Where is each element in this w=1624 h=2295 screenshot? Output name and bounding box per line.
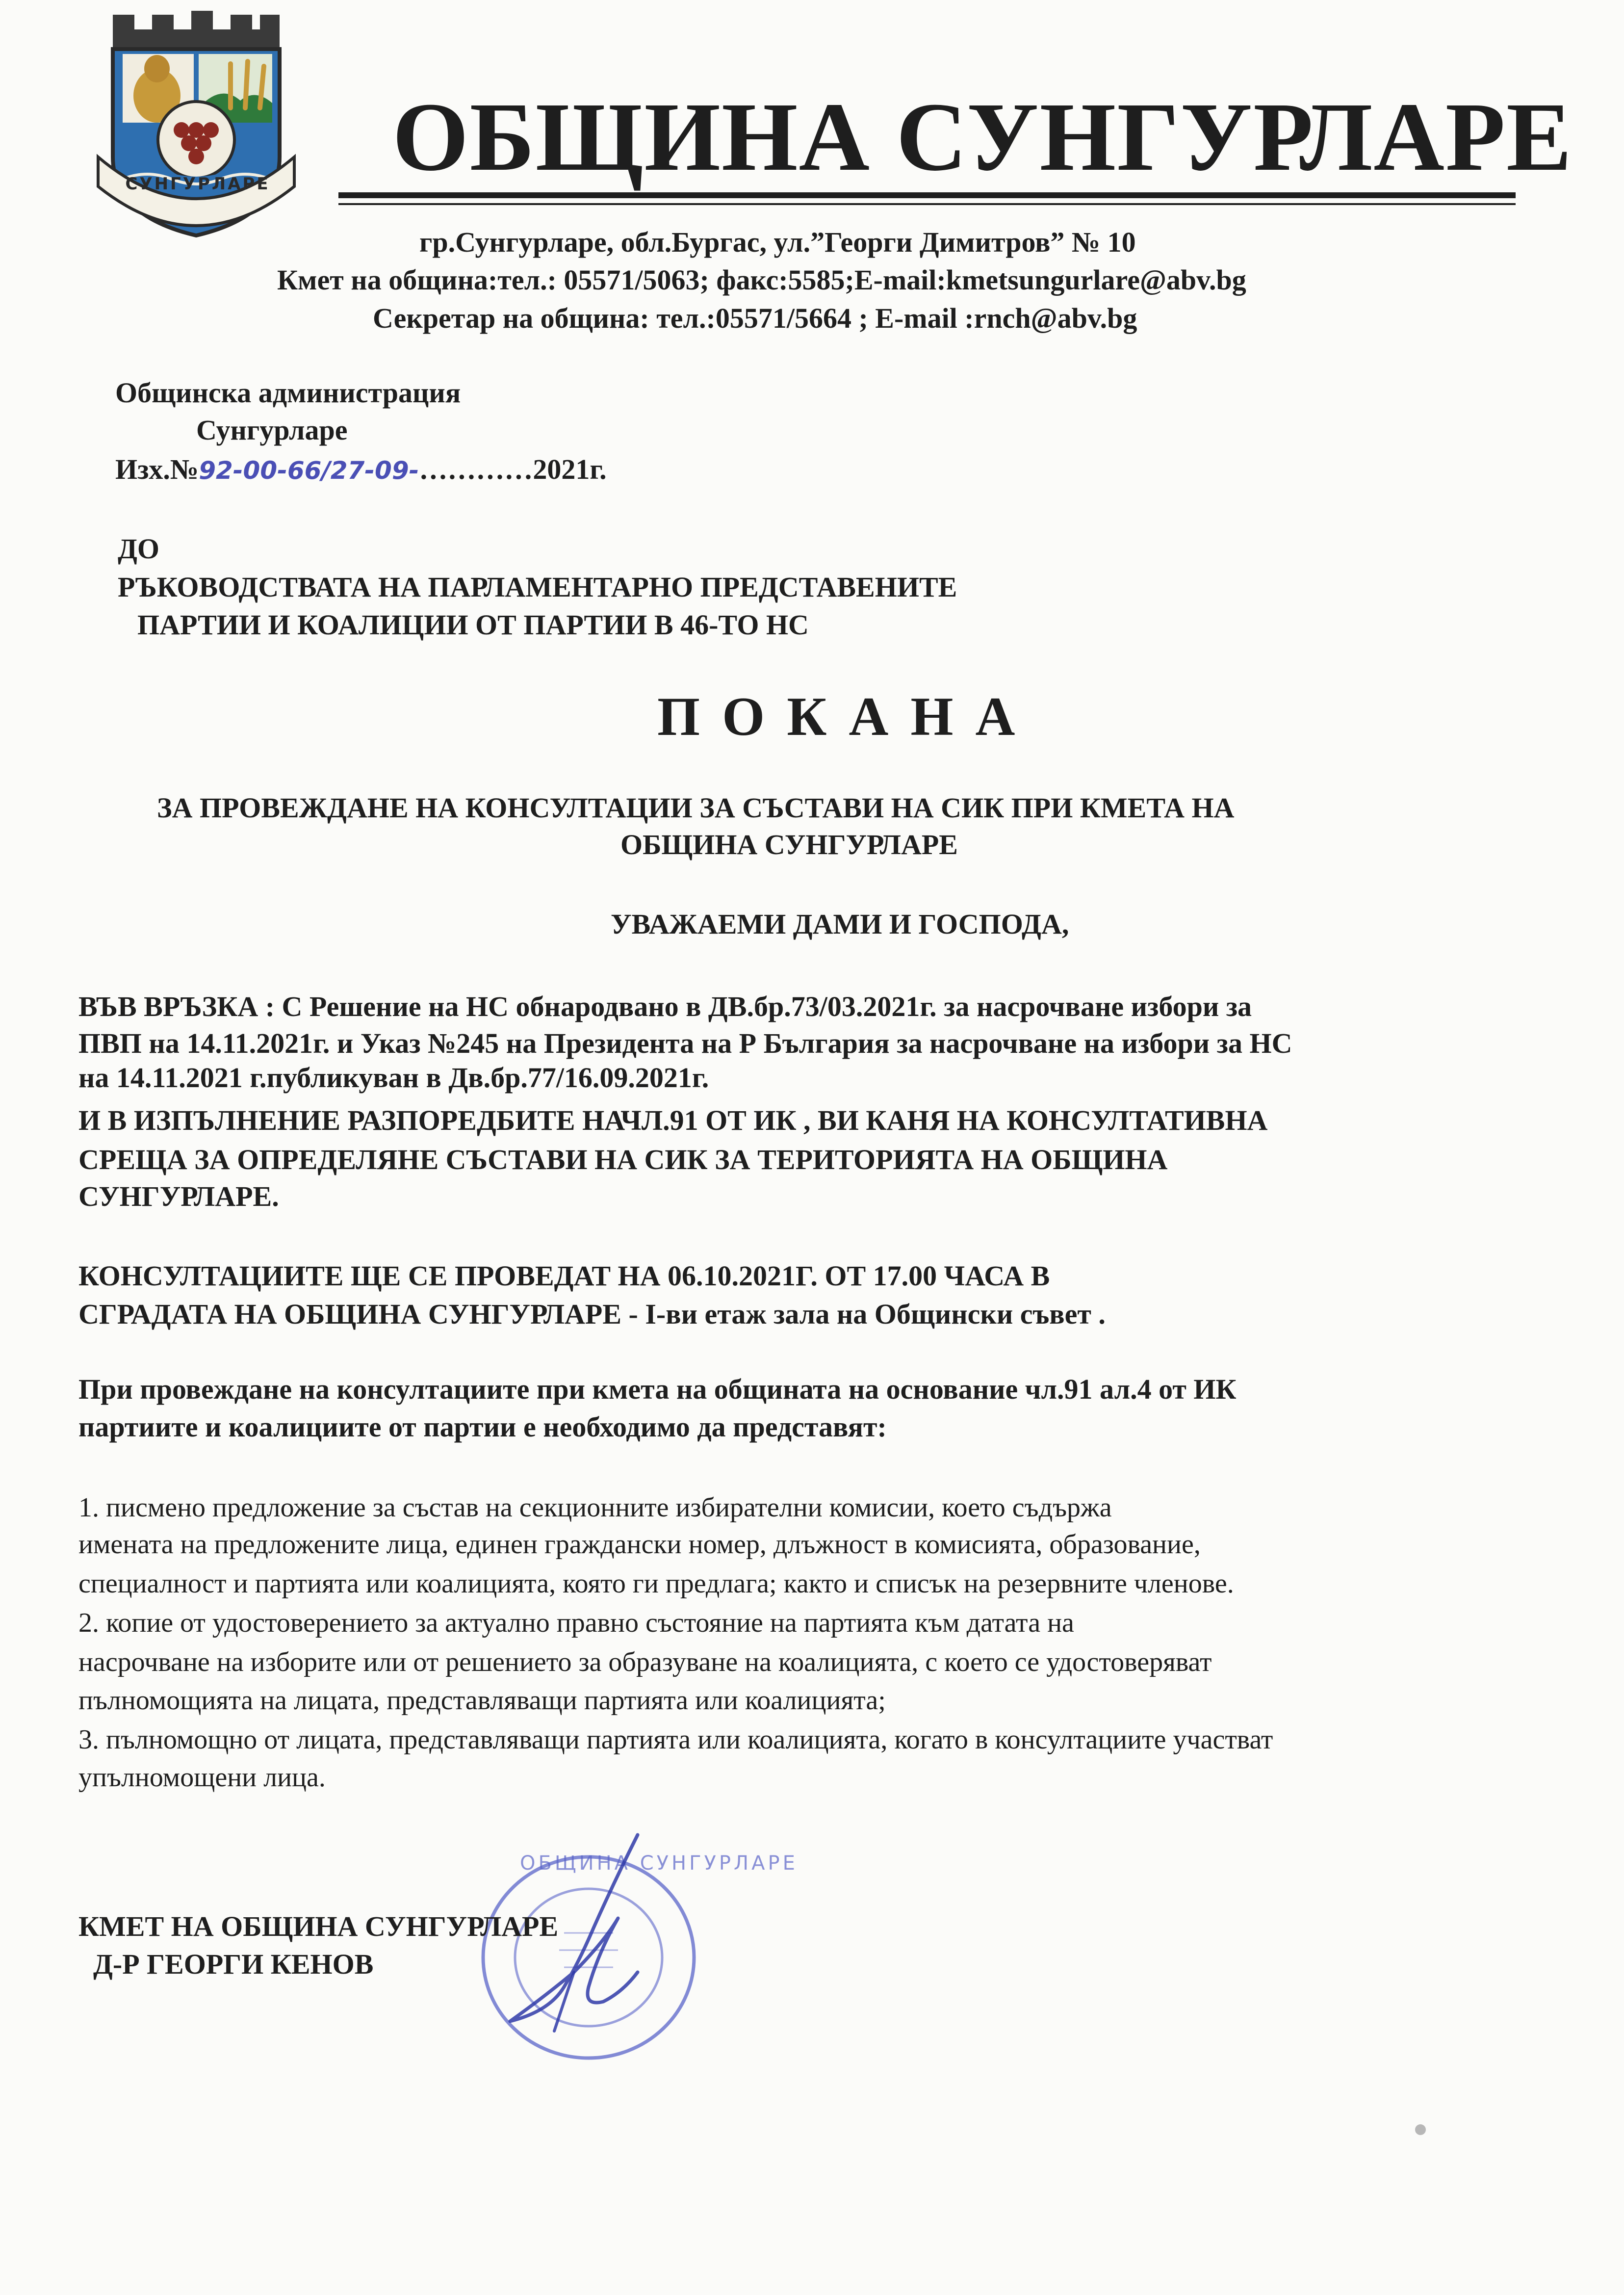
mayor-contacts: Кмет на община:тел.: 05571/5063; факс:5585;E-mail:kmetsungurlare@abv.bg — [277, 264, 1246, 296]
item1-line1: 1. писмено предложение за състав на секционните избирателни комисии, което съдържа — [78, 1492, 1112, 1523]
item2-line3: пълномощията на лицата, представляващи партията или коалицията; — [78, 1685, 886, 1716]
p2-line1: И В ИЗПЪЛНЕНИЕ РАЗПОРЕДБИТЕ НАЧЛ.91 ОТ ИК , ВИ КАНЯ НА КОНСУЛТАТИВНА — [78, 1104, 1268, 1136]
ref-dots: ………… — [419, 453, 533, 485]
ref-handwritten: 92-00-66/27-09- — [199, 456, 419, 485]
item1-line2: имената на предложените лица, единен граждански номер, длъжност в комисията, образование, — [78, 1529, 1201, 1560]
ref-suffix: 2021г. — [533, 453, 607, 485]
subject-line1: ЗА ПРОВЕЖДАНЕ НА КОНСУЛТАЦИИ ЗА СЪСТАВИ НА СИК ПРИ КМЕТА НА — [157, 792, 1235, 824]
item3-line2: упълномощени лица. — [78, 1762, 326, 1793]
header-rule-thick — [338, 192, 1516, 198]
p2-line3: СУНГУРЛАРЕ. — [78, 1180, 279, 1212]
sender-line1: Общинска администрация — [115, 377, 461, 409]
sender-line2: Сунгурларе — [196, 414, 348, 446]
recipient-line2: ПАРТИИ И КОАЛИЦИИ ОТ ПАРТИИ В 46-ТО НС — [137, 609, 809, 641]
item2-line2: насрочване на изборите или от решението за образуване на коалицията, с което се удостоверяват — [78, 1647, 1212, 1677]
scan-speck — [1415, 2124, 1426, 2135]
header-rule-thin — [338, 203, 1516, 205]
p2-line2: СРЕЩА ЗА ОПРЕДЕЛЯНЕ СЪСТАВИ НА СИК ЗА ТЕРИТОРИЯТА НА ОБЩИНА — [78, 1144, 1168, 1175]
greeting: УВАЖАЕМИ ДАМИ И ГОСПОДА, — [611, 908, 1069, 940]
p1-line2: ПВП на 14.11.2021г. и Указ №245 на Президента на Р България за насрочване на избори за НС — [78, 1027, 1292, 1059]
coat-of-arms-logo — [83, 10, 309, 240]
p4-line2: партиите и коалициите от партии е необходимо да представят: — [78, 1411, 887, 1443]
p1-line1: ВЪВ ВРЪЗКА : С Решение на НС обнародвано в ДВ.бр.73/03.2021г. за насрочване избори за — [78, 991, 1252, 1022]
p3-line2: СГРАДАТА НА ОБЩИНА СУНГУРЛАРЕ - I-ви етаж зала на Общински съвет . — [78, 1298, 1106, 1330]
p4-line1: При провеждане на консултациите при кмета на общината на основание чл.91 ал.4 от ИК — [78, 1373, 1237, 1405]
page-title: ОБЩИНА СУНГУРЛАРЕ — [392, 83, 1573, 191]
subject-line2: ОБЩИНА СУНГУРЛАРЕ — [620, 829, 958, 861]
signatory-title: КМЕТ НА ОБЩИНА СУНГУРЛАРЕ — [78, 1910, 559, 1942]
recipient-to: ДО — [118, 533, 160, 565]
recipient-line1: РЪКОВОДСТВАТА НА ПАРЛАМЕНТАРНО ПРЕДСТАВЕНИТЕ — [118, 571, 957, 603]
item3-line1: 3. пълномощно от лицата, представляващи партията или коалицията, когато в консултациите участват — [78, 1724, 1273, 1755]
crest-banner-text: СУНГУРЛАРЕ — [125, 174, 270, 194]
invitation-title: ПОКАНА — [657, 686, 1037, 747]
secretary-contacts: Секретар на община: тел.:05571/5664 ; E-mail :rnch@abv.bg — [373, 302, 1137, 334]
p1-line3: на 14.11.2021 г.публикуван в Дв.бр.77/16.09.2021г. — [78, 1062, 709, 1094]
reference-number — [115, 455, 607, 484]
stamp-text: ОБЩИНА СУНГУРЛАРЕ — [520, 1852, 798, 1875]
p3-line1: КОНСУЛТАЦИИТЕ ЩЕ СЕ ПРОВЕДАТ НА 06.10.2021Г. ОТ 17.00 ЧАСА В — [78, 1260, 1050, 1292]
signatory-name: Д-Р ГЕОРГИ КЕНОВ — [93, 1948, 374, 1980]
address-line: гр.Сунгурларе, обл.Бургас, ул.”Георги Димитров” № 10 — [419, 226, 1136, 258]
ref-prefix: Изх.№ — [115, 453, 199, 485]
item1-line3: специалност и партията или коалицията, която ги предлага; както и списък на резервните членове. — [78, 1568, 1234, 1599]
item2-line1: 2. копие от удостоверението за актуално правно състояние на партията към датата на — [78, 1608, 1074, 1638]
